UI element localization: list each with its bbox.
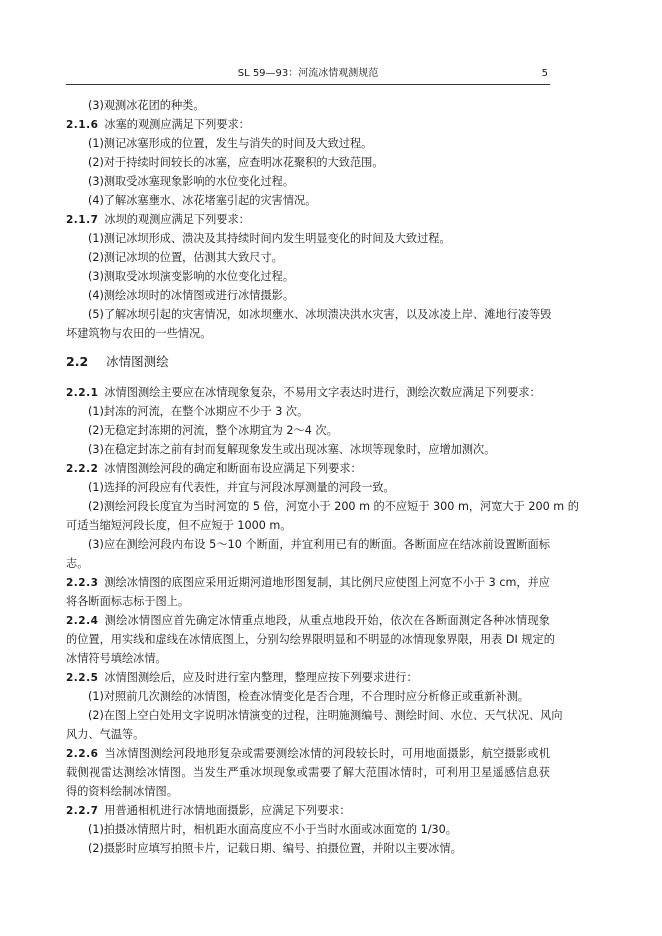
line-text: 冰情图测绘主要应在冰情现象复杂，不易用文字表达时进行，测绘次数应满足下列要求： xyxy=(104,386,541,399)
list-item xyxy=(66,687,550,706)
line-text: 坏建筑物与农田的一些情况。 xyxy=(66,327,212,340)
line-text: 冰塞的观测应满足下列要求： xyxy=(104,118,250,131)
line-text: (4)了解冰塞壅水、冰花堵塞引起的灾害情况。 xyxy=(88,194,317,207)
line-text: (5)了解冰坝引起的灾害情况，如冰坝壅水、冰坝溃决洪水灾害，以及冰凌上岸、滩地行凌等毁 xyxy=(88,308,552,321)
line-text: 将各断面标志标于图上。 xyxy=(66,595,190,608)
line-text: 可适当缩短河段长度，但不应短于 1000 m。 xyxy=(66,519,292,532)
clause-line xyxy=(66,115,550,134)
line-text: 的位置，用实线和虚线在冰情底图上，分别勾绘界限明显和不明显的冰情现象界限，用表 DI 规定的 xyxy=(66,633,555,646)
line-text: (1)对照前几次测绘的冰情图，检查冰情变化是否合理，不合理时应分析修正或重新补测。 xyxy=(88,690,529,703)
clause-line xyxy=(66,573,550,592)
clause-number: 2.2.1 xyxy=(66,387,99,399)
continuation-line xyxy=(66,630,555,649)
line-text: 冰情图测绘后，应及时进行室内整理，整理应按下列要求进行： xyxy=(104,671,418,684)
clause-line xyxy=(66,459,550,478)
list-item xyxy=(66,402,550,421)
section-heading xyxy=(66,351,550,373)
line-text: 测绘冰情图的底图应采用近期河道地形图复制，其比例尺应使图上河宽不小于 3 cm，并应 xyxy=(104,576,550,589)
continuation-line xyxy=(66,516,550,535)
list-item xyxy=(66,478,550,497)
document-body xyxy=(66,96,579,858)
list-item xyxy=(66,421,550,440)
clause-number: 2.1.6 xyxy=(66,119,99,131)
list-item xyxy=(66,305,550,324)
list-item xyxy=(66,706,563,725)
line-text: 得的资料绘制冰情图。 xyxy=(66,785,178,798)
list-item xyxy=(66,839,550,858)
list-item xyxy=(66,153,550,172)
clause-number: 2.1.7 xyxy=(66,214,99,226)
list-item xyxy=(66,535,550,554)
line-text: (1)测记冰坝形成、溃决及其持续时间内发生明显变化的时间及大致过程。 xyxy=(88,232,451,245)
clauses-2-2 xyxy=(66,383,579,858)
line-text: (2)无稳定封冻期的河流，整个冰期宜为 2～4 次。 xyxy=(88,424,338,437)
list-item xyxy=(66,134,550,153)
line-text: (2)测绘河段长度宜为当时河宽的 5 倍，河宽小于 200 m 的不应短于 300 m，河宽大于 200 m 的 xyxy=(88,500,579,513)
list-item xyxy=(66,267,550,286)
line-text: 冰坝的观测应满足下列要求： xyxy=(104,213,250,226)
line-text: 风力、气温等。 xyxy=(66,728,145,741)
clause-line xyxy=(66,668,550,687)
list-item xyxy=(66,820,550,839)
line-text: (1)封冻的河流，在整个冰期应不少于 3 次。 xyxy=(88,405,309,418)
clause-line xyxy=(66,801,550,820)
line-text: 测绘冰情图应首先确定冰情重点地段，从重点地段开始，依次在各断面测定各种冰情现象 xyxy=(104,614,550,627)
continuation-line xyxy=(66,782,550,801)
section-number: 2.2 xyxy=(66,354,89,369)
list-item xyxy=(66,96,550,115)
line-text: (2)摄影时应填写拍照卡片，记载日期、编号、拍摄位置，并附以主要冰情。 xyxy=(88,842,462,855)
line-text: (3)观测冰花团的种类。 xyxy=(88,99,205,112)
line-text: (1)测记冰塞形成的位置，发生与消失的时间及大致过程。 xyxy=(88,137,373,150)
line-text: 载侧视雷达测绘冰情图。当发生严重冰坝现象或需要了解大范围冰情时，可利用卫星遥感信息获 xyxy=(66,766,550,779)
line-text: 用普通相机进行冰情地面摄影，应满足下列要求： xyxy=(104,804,351,817)
line-text: (2)测记冰坝的位置，估测其大致尺寸。 xyxy=(88,251,283,264)
list-item xyxy=(66,497,579,516)
header-title: SL 59—93：河流冰情观测规范 xyxy=(237,68,379,79)
continuation-line xyxy=(66,592,550,611)
line-text: (4)测绘冰坝时的冰情图或进行冰情摄影。 xyxy=(88,289,295,302)
section-title: 冰情图测绘 xyxy=(106,354,169,369)
line-text: (2)对于持续时间较长的冰塞，应查明冰花聚积的大致范围。 xyxy=(88,156,384,169)
line-text: (3)测取受冰塞现象影响的水位变化过程。 xyxy=(88,175,295,188)
line-text: (1)选择的河段应有代表性，并宜与河段冰厚测量的河段一致。 xyxy=(88,481,395,494)
header-rule xyxy=(66,84,550,85)
page-number: 5 xyxy=(541,68,548,79)
line-text: (3)应在测绘河段内布设 5～10 个断面，并宜利用已有的断面。各断面应在结冰前设置断面标 xyxy=(88,538,550,551)
clause-number: 2.2.3 xyxy=(66,577,99,589)
line-text: 冰情符号填绘冰情。 xyxy=(66,652,167,665)
line-text: (2)在图上空白处用文字说明冰情演变的过程，注明施测编号、测绘时间、水位、天气状况、风向 xyxy=(88,709,563,722)
continuation-line xyxy=(66,324,550,343)
line-text: (1)拍摄冰情照片时，相机距水面高度应不小于当时水面或冰面宽的 1/30。 xyxy=(88,823,457,836)
line-text: 志。 xyxy=(66,557,89,570)
list-item xyxy=(66,229,550,248)
clause-line xyxy=(66,210,550,229)
line-text: (3)测取受冰坝演变影响的水位变化过程。 xyxy=(88,270,295,283)
list-item xyxy=(66,191,550,210)
list-item xyxy=(66,286,550,305)
clause-number: 2.2.4 xyxy=(66,615,99,627)
continuation-line xyxy=(66,649,550,668)
list-item xyxy=(66,248,550,267)
continuation-line xyxy=(66,763,550,782)
line-text: (3)在稳定封冻之前有封而复解现象发生或出现冰塞、冰坝等现象时，应增加测次。 xyxy=(88,443,496,456)
clause-line xyxy=(66,744,550,763)
clause-number: 2.2.2 xyxy=(66,463,99,475)
line-text: 冰情图测绘河段的确定和断面布设应满足下列要求： xyxy=(104,462,362,475)
clauses-2-1 xyxy=(66,96,550,343)
clause-number: 2.2.6 xyxy=(66,748,99,760)
clause-line xyxy=(66,611,550,630)
list-item xyxy=(66,172,550,191)
continuation-line xyxy=(66,554,550,573)
line-text: 当冰情图测绘河段地形复杂或需要测绘冰情的河段较长时，可用地面摄影，航空摄影或机 xyxy=(104,747,550,760)
clause-number: 2.2.5 xyxy=(66,672,99,684)
clause-number: 2.2.7 xyxy=(66,805,99,817)
continuation-line xyxy=(66,725,550,744)
clause-line xyxy=(66,383,550,402)
list-item xyxy=(66,440,550,459)
